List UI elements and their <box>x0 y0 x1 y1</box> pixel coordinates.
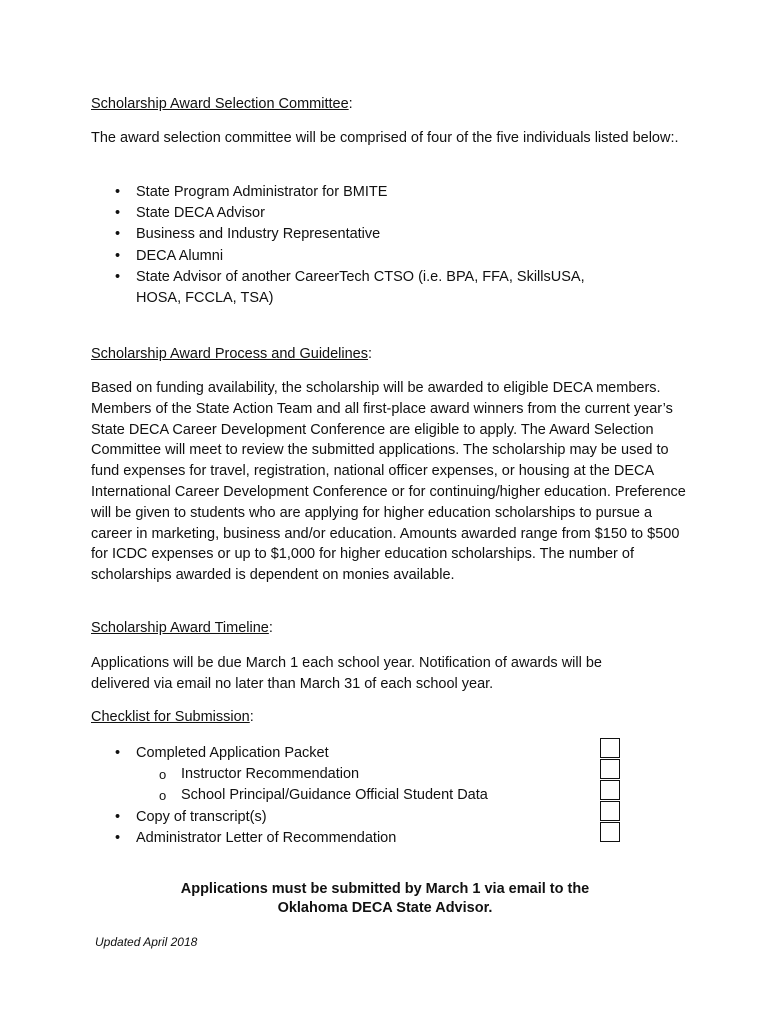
list-subitem: o Instructor Recommendation <box>91 764 691 785</box>
list-item: • DECA Alumni <box>91 246 691 267</box>
submission-notice: Applications must be submitted by March 1 via email to the Oklahoma DECA State Advisor. <box>180 881 590 916</box>
checkbox-instructor-recommendation[interactable] <box>600 759 620 779</box>
list-item: • State Program Administrator for BMITE <box>91 182 691 203</box>
committee-member-list <box>91 182 691 309</box>
list-item: • State DECA Advisor <box>91 203 691 224</box>
list-item: • Administrator Letter of Recommendation <box>91 828 691 849</box>
checkbox-administrator-letter[interactable] <box>600 822 620 842</box>
list-item: • State Advisor of another CareerTech CTSO (i.e. BPA, FFA, SkillsUSA, HOSA, FCCLA, TSA) <box>91 267 691 309</box>
list-subitem: o School Principal/Guidance Official Student Data <box>91 785 691 806</box>
list-item: • Business and Industry Representative <box>91 224 691 245</box>
list-item: • Copy of transcript(s) <box>91 807 691 828</box>
process-body: Based on funding availability, the scholarship will be awarded to eligible DECA members. Members of the State Action Team and all first-place award winners from the current year’s State DECA Career Development Conference are eligible to apply. The Award Selection Committee will meet to review the submitted applications. The scholarship may be used to fund expenses for travel, registration, national officer expenses, or housing at the DECA International Career Development Conference or for continuing/higher education. Preference will be given to students who are applying for higher education scholarships to pursue a career in marketing, business and/or education. Amounts awarded range from $150 to $500 for ICDC expenses or up to $1,000 for higher education scholarships. The number of scholarships awarded is dependent on monies available. <box>91 380 686 584</box>
committee-intro: The award selection committee will be comprised of four of the five individuals listed below:. <box>91 130 679 146</box>
checkbox-student-data[interactable] <box>600 780 620 800</box>
checkbox-application-packet[interactable] <box>600 738 620 758</box>
updated-date: Updated April 2018 <box>95 935 198 949</box>
list-item: • Completed Application Packet <box>91 743 691 764</box>
process-heading: Scholarship Award Process and Guidelines: <box>91 346 373 362</box>
checklist-heading: Checklist for Submission: <box>91 709 254 725</box>
checkbox-transcript[interactable] <box>600 801 620 821</box>
timeline-body: Applications will be due March 1 each school year. Notification of awards will be delivered via email no later than March 31 of each school year. <box>91 655 602 692</box>
committee-heading: Scholarship Award Selection Committee: <box>91 96 353 112</box>
timeline-heading: Scholarship Award Timeline: <box>91 620 273 636</box>
checkbox-column <box>600 738 622 843</box>
